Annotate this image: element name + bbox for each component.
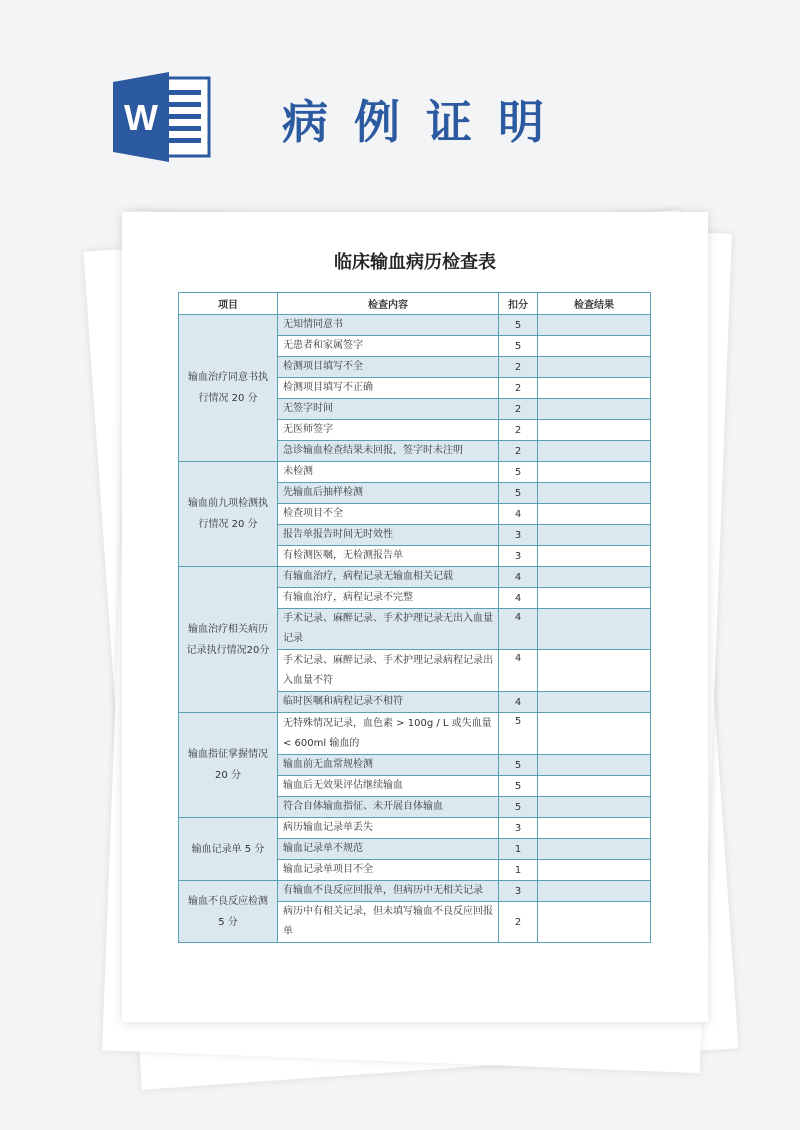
table-row [179, 881, 651, 902]
content-cell: 有输血不良反应回报单，但病历中无相关记录 [278, 881, 499, 902]
document-title: 临床输血病历检查表 [334, 252, 496, 273]
content-cell: 输血后无效果评估继续输血 [278, 776, 499, 797]
result-cell[interactable] [538, 336, 651, 357]
result-cell[interactable] [538, 567, 651, 588]
result-cell[interactable] [538, 441, 651, 462]
word-icon-letter: W [124, 97, 158, 138]
banner-title: 病例证明 [282, 95, 570, 149]
content-cell: 病历输血记录单丢失 [278, 818, 499, 839]
content-cell: 报告单报告时间无时效性 [278, 525, 499, 546]
deduct-cell: 4 [499, 588, 538, 609]
deduct-cell: 4 [499, 504, 538, 525]
content-cell: 有输血治疗，病程记录无输血相关记载 [278, 567, 499, 588]
content-cell: 手术记录、麻醉记录、手术护理记录无出入血量记录 [278, 609, 499, 650]
deduct-cell: 2 [499, 399, 538, 420]
deduct-cell: 1 [499, 860, 538, 881]
category-cell: 输血记录单 5 分 [179, 818, 278, 881]
result-cell[interactable] [538, 483, 651, 504]
content-cell: 病历中有相关记录，但未填写输血不良反应回报单 [278, 902, 499, 943]
result-cell[interactable] [538, 609, 651, 650]
result-cell[interactable] [538, 797, 651, 818]
deduct-cell: 2 [499, 441, 538, 462]
result-cell[interactable] [538, 692, 651, 713]
result-cell[interactable] [538, 420, 651, 441]
category-cell: 输血治疗相关病历记录执行情况20分 [179, 567, 278, 713]
content-cell: 无患者和家属签字 [278, 336, 499, 357]
result-cell[interactable] [538, 357, 651, 378]
deduct-cell: 4 [499, 650, 538, 692]
deduct-cell: 2 [499, 902, 538, 943]
content-cell: 无医师签字 [278, 420, 499, 441]
result-cell[interactable] [538, 462, 651, 483]
content-cell: 符合自体输血指征、未开展自体输血 [278, 797, 499, 818]
result-cell[interactable] [538, 713, 651, 755]
content-cell: 检测项目填写不正确 [278, 378, 499, 399]
word-icon [113, 72, 213, 162]
result-cell[interactable] [538, 588, 651, 609]
deduct-cell: 2 [499, 357, 538, 378]
content-cell: 有检测医嘱，无检测报告单 [278, 546, 499, 567]
deduct-cell: 5 [499, 776, 538, 797]
result-cell[interactable] [538, 546, 651, 567]
result-cell[interactable] [538, 839, 651, 860]
deduct-cell: 5 [499, 713, 538, 755]
content-cell: 先输血后抽样检测 [278, 483, 499, 504]
category-cell: 输血治疗同意书执行情况 20 分 [179, 315, 278, 462]
deduct-cell: 1 [499, 839, 538, 860]
result-cell[interactable] [538, 755, 651, 776]
result-cell[interactable] [538, 860, 651, 881]
deduct-cell: 3 [499, 818, 538, 839]
deduct-cell: 5 [499, 315, 538, 336]
result-cell[interactable] [538, 650, 651, 692]
header-result: 检查结果 [538, 293, 651, 315]
content-cell: 输血记录单项目不全 [278, 860, 499, 881]
result-cell[interactable] [538, 315, 651, 336]
content-cell: 检查项目不全 [278, 504, 499, 525]
table-row [179, 315, 651, 336]
table-row [179, 818, 651, 839]
result-cell[interactable] [538, 525, 651, 546]
deduct-cell: 5 [499, 462, 538, 483]
inspection-table [178, 292, 651, 943]
deduct-cell: 5 [499, 755, 538, 776]
header-item: 项目 [179, 293, 278, 315]
result-cell[interactable] [538, 881, 651, 902]
content-cell: 手术记录、麻醉记录、手术护理记录病程记录出入血量不符 [278, 650, 499, 692]
result-cell[interactable] [538, 504, 651, 525]
content-cell: 未检测 [278, 462, 499, 483]
result-cell[interactable] [538, 776, 651, 797]
content-cell: 无知情同意书 [278, 315, 499, 336]
header-deduct: 扣分 [499, 293, 538, 315]
result-cell[interactable] [538, 902, 651, 943]
deduct-cell: 3 [499, 881, 538, 902]
table-row [179, 462, 651, 483]
content-cell: 输血前无血常规检测 [278, 755, 499, 776]
category-cell: 输血前九项检测执行情况 20 分 [179, 462, 278, 567]
content-cell: 无签字时间 [278, 399, 499, 420]
content-cell: 有输血治疗，病程记录不完整 [278, 588, 499, 609]
deduct-cell: 2 [499, 378, 538, 399]
content-cell: 检测项目填写不全 [278, 357, 499, 378]
deduct-cell: 5 [499, 797, 538, 818]
content-cell: 临时医嘱和病程记录不相符 [278, 692, 499, 713]
deduct-cell: 5 [499, 483, 538, 504]
document-page [122, 212, 708, 1022]
deduct-cell: 4 [499, 609, 538, 650]
table-row [179, 567, 651, 588]
deduct-cell: 4 [499, 692, 538, 713]
content-cell: 输血记录单不规范 [278, 839, 499, 860]
category-cell: 输血不良反应检测 5 分 [179, 881, 278, 943]
result-cell[interactable] [538, 818, 651, 839]
deduct-cell: 4 [499, 567, 538, 588]
result-cell[interactable] [538, 378, 651, 399]
content-cell: 急诊输血检查结果未回报，签字时未注明 [278, 441, 499, 462]
table-row [179, 713, 651, 755]
deduct-cell: 5 [499, 336, 538, 357]
category-cell: 输血指征掌握情况 20 分 [179, 713, 278, 818]
deduct-cell: 3 [499, 546, 538, 567]
deduct-cell: 3 [499, 525, 538, 546]
deduct-cell: 2 [499, 420, 538, 441]
result-cell[interactable] [538, 399, 651, 420]
header-row [179, 293, 651, 315]
header-content: 检查内容 [278, 293, 499, 315]
content-cell: 无特殊情况记录，血色素 > 100g / L 或失血量 < 600ml 输血的 [278, 713, 499, 755]
